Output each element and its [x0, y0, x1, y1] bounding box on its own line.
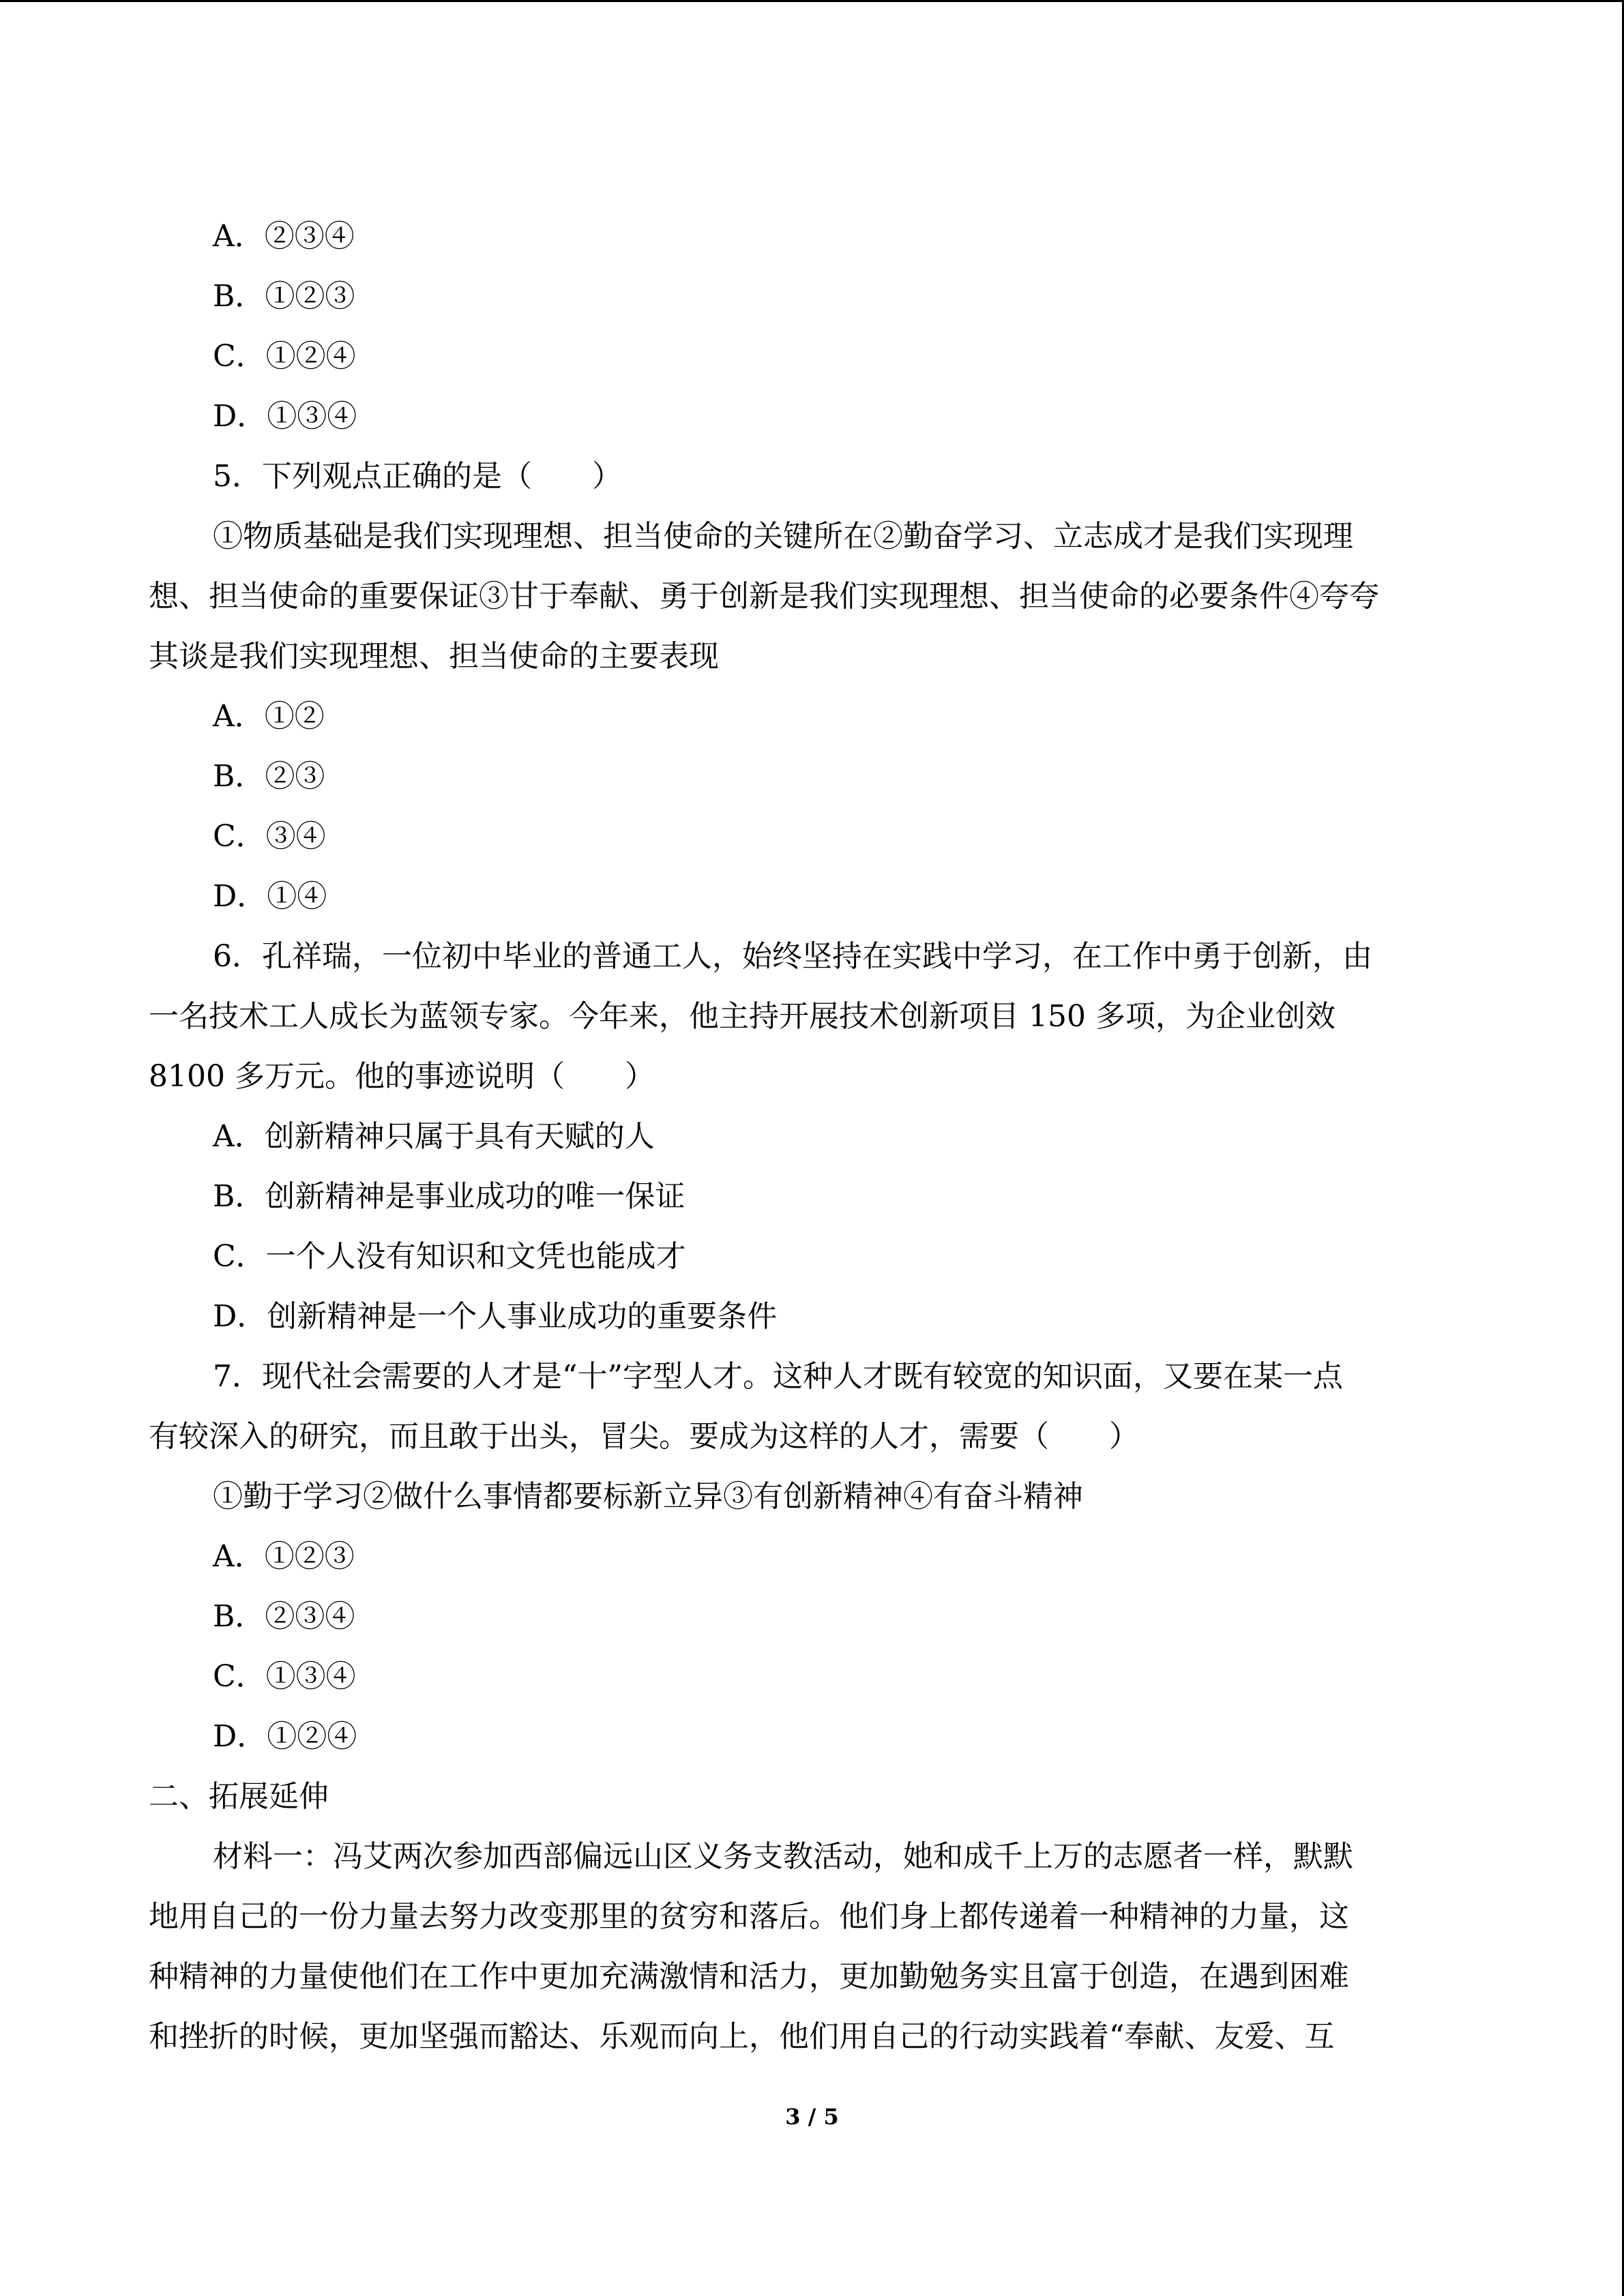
material-line-2: 地用自己的一份力量去努力改变那里的贫穷和落后。他们身上都传递着一种精神的力量，这	[149, 1899, 1349, 1934]
page-number: 3 / 5	[785, 2104, 839, 2130]
q6-stem-line-3: 8100 多万元。他的事迹说明（ ）	[149, 1059, 655, 1094]
q5-option-a: A．①②	[213, 699, 325, 734]
q4-option-c: C．①②④	[213, 339, 356, 374]
page-border-top	[0, 0, 1624, 2]
q6-option-b: B．创新精神是事业成功的唯一保证	[213, 1179, 685, 1214]
q5-option-d: D．①④	[213, 879, 327, 914]
q7-option-a: A．①②③	[213, 1539, 355, 1574]
q5-option-b: B．②③	[213, 759, 325, 794]
q6-option-a: A．创新精神只属于具有天赋的人	[213, 1119, 655, 1154]
q4-option-b: B．①②③	[213, 279, 355, 314]
q4-option-a: A．②③④	[213, 219, 355, 254]
q7-stem-line-2: 有较深入的研究，而且敢于出头，冒尖。要成为这样的人才，需要（ ）	[149, 1419, 1139, 1454]
q6-stem-line-1: 6．孔祥瑞，一位初中毕业的普通工人，始终坚持在实践中学习，在工作中勇于创新，由	[213, 939, 1372, 974]
q6-stem-line-2: 一名技术工人成长为蓝领专家。今年来，他主持开展技术创新项目 150 多项，为企业创效	[149, 999, 1335, 1034]
q7-option-c: C．①③④	[213, 1659, 356, 1694]
q7-stem-line-1: 7．现代社会需要的人才是“十”字型人才。这种人才既有较宽的知识面，又要在某一点	[213, 1359, 1343, 1394]
material-line-3: 种精神的力量使他们在工作中更加充满激情和活力，更加勤勉务实且富于创造，在遇到困难	[149, 1959, 1349, 1994]
q6-option-d: D．创新精神是一个人事业成功的重要条件	[213, 1299, 778, 1334]
q7-option-d: D．①②④	[213, 1719, 357, 1754]
q5-statement-line-1: ①物质基础是我们实现理想、担当使命的关键所在②勤奋学习、立志成才是我们实现理	[213, 519, 1353, 554]
q5-statement-line-2: 想、担当使命的重要保证③甘于奉献、勇于创新是我们实现理想、担当使命的必要条件④夸夸	[149, 579, 1379, 614]
q4-option-d: D．①③④	[213, 399, 357, 434]
q7-statement: ①勤于学习②做什么事情都要标新立异③有创新精神④有奋斗精神	[213, 1479, 1083, 1514]
q5-statement-line-3: 其谈是我们实现理想、担当使命的主要表现	[149, 639, 719, 674]
material-line-4: 和挫折的时候，更加坚强而豁达、乐观而向上，他们用自己的行动实践着“奉献、友爱、互	[149, 2019, 1335, 2054]
q5-option-c: C．③④	[213, 819, 326, 854]
section-heading: 二、拓展延伸	[149, 1779, 329, 1814]
q5-stem: 5．下列观点正确的是（ ）	[213, 459, 622, 494]
material-line-1: 材料一：冯艾两次参加西部偏远山区义务支教活动，她和成千上万的志愿者一样，默默	[213, 1839, 1353, 1874]
q6-option-c: C．一个人没有知识和文凭也能成才	[213, 1239, 686, 1274]
q7-option-b: B．②③④	[213, 1599, 355, 1634]
